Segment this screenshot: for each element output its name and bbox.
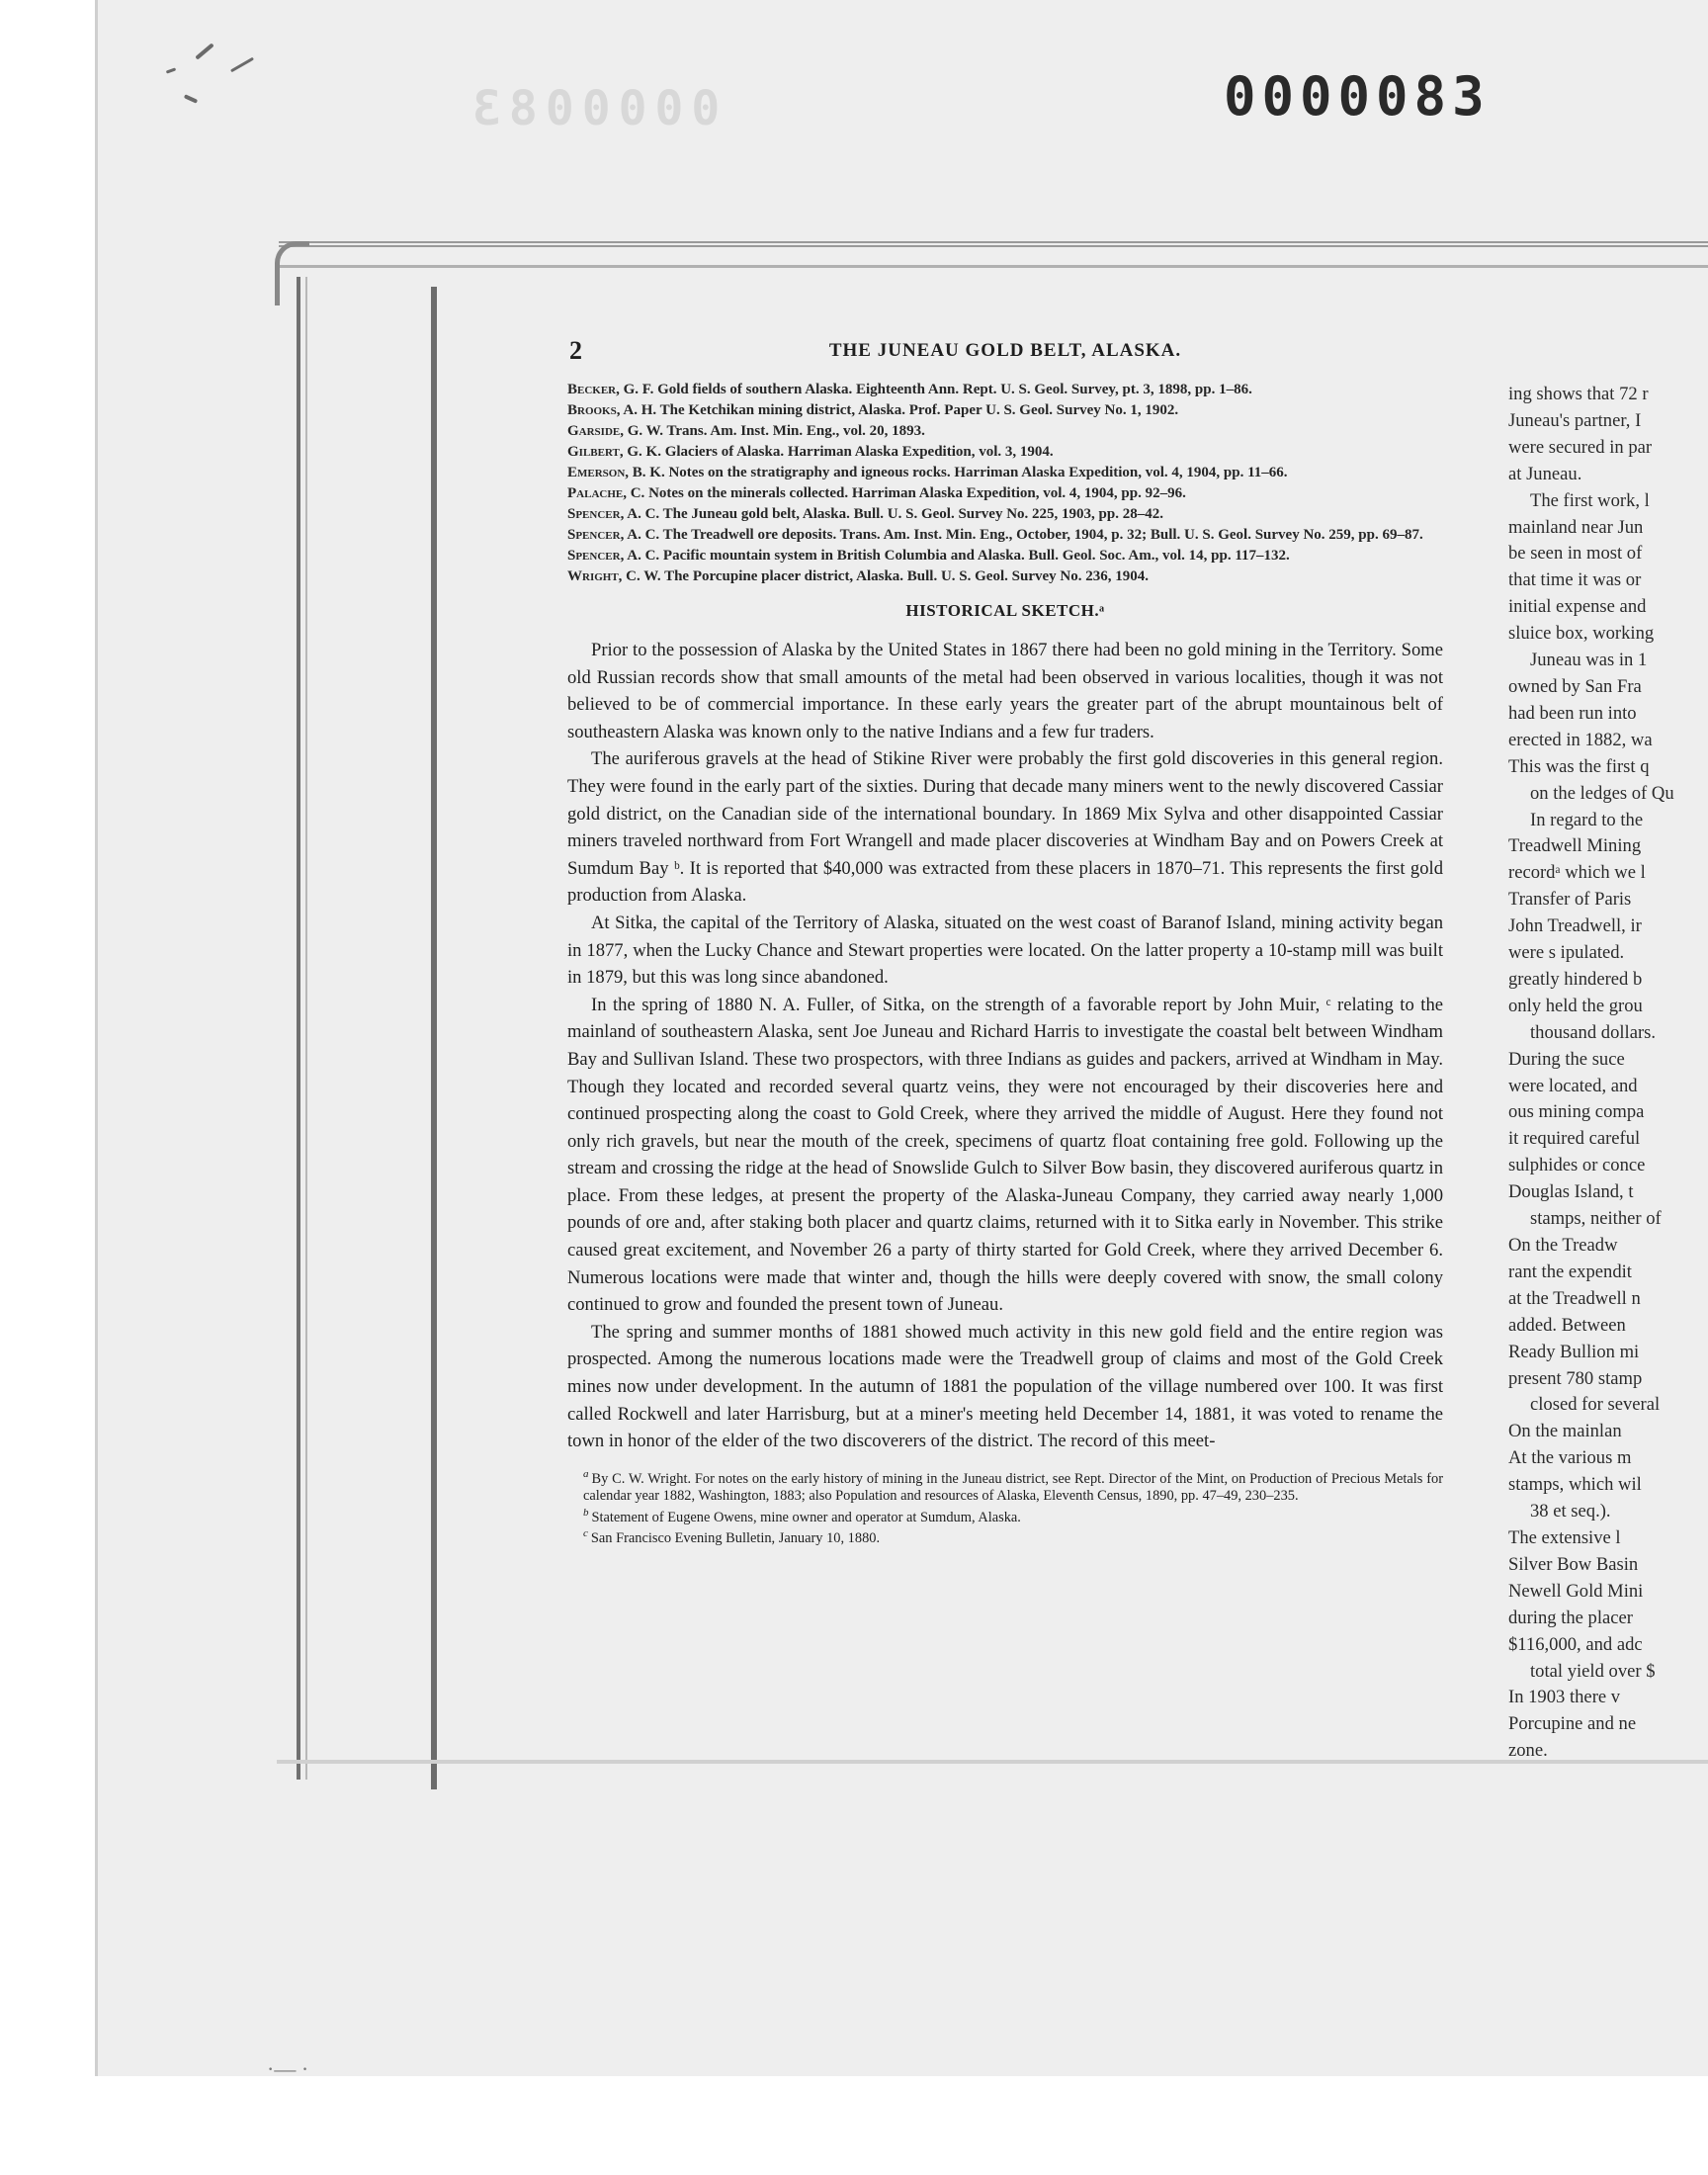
facing-page-line: sluice box, working <box>1508 623 1655 645</box>
facing-page-line: only held the grou <box>1508 995 1643 1016</box>
document-page <box>567 336 1443 1547</box>
facing-page-line: had been run into <box>1508 702 1637 724</box>
facing-page-line: during the placer <box>1508 1607 1633 1628</box>
page-frame-bottom <box>277 1760 1708 1764</box>
facing-page-line: erected in 1882, wa <box>1508 729 1653 750</box>
facing-page-line: At the various m <box>1508 1447 1632 1469</box>
facing-page-line: $116,000, and adc <box>1508 1633 1643 1655</box>
footnote-divider <box>567 1461 1443 1462</box>
facing-page-line: closed for several <box>1530 1394 1661 1416</box>
facing-page-line: In regard to the <box>1530 809 1644 830</box>
reference-entry <box>567 442 1443 463</box>
facing-page-line: sulphides or conce <box>1508 1155 1646 1176</box>
facing-page-line: stamps, which wil <box>1508 1474 1642 1496</box>
body-paragraph: The auriferous gravels at the head of Stikine River were probably the first gold discoveries in this general region. They were found in the early part of the sixties. During that decade many miners went to the newly discovered Cassiar gold district, on the Canadian side of the international boundary. In 1869 Mix Sylva and other disappointed Cassiar miners traveled northward from Fort Wrangell and made placer discoveries at Windham Bay and on Powers Creek at Sumdum Bay ᵇ. It is reported that $40,000 was extracted from these placers in 1870–71. This represents the first gold production from Alaska. <box>567 748 1443 907</box>
facing-page-line: greatly hindered b <box>1508 968 1643 990</box>
reference-entry <box>567 421 1443 442</box>
body-paragraph: Prior to the possession of Alaska by the United States in 1867 there had been no gold mining in the Territory. Some old Russian records show that small amounts of the metal had been observed in various localities, though it was not believed to be of commercial importance. In these early years the greater part of the abrupt mountainous belt of southeastern Alaska was known only to the native Indians and a few fur traders. <box>567 640 1443 742</box>
facing-page-line: at Juneau. <box>1508 463 1582 484</box>
corner-mark: ·— · <box>267 2056 309 2081</box>
reference-entry <box>567 504 1443 525</box>
facing-page-line: In 1903 there v <box>1508 1687 1621 1708</box>
facing-page-line: it required careful <box>1508 1128 1641 1150</box>
reference-author: Spencer, A. C. <box>567 506 660 522</box>
reference-entry <box>567 566 1443 587</box>
facing-page-line: ing shows that 72 r <box>1508 384 1649 404</box>
sheet-left-edge <box>95 0 98 2076</box>
footnote-mark: b <box>583 1506 589 1519</box>
facing-page-line: present 780 stamp <box>1508 1367 1643 1389</box>
footnote-text: San Francisco Evening Bulletin, January 10, 1880. <box>590 1530 881 1547</box>
facing-page-line: The first work, l <box>1530 489 1650 511</box>
facing-page-line: ous mining compa <box>1508 1101 1645 1123</box>
facing-page-line: John Treadwell, ir <box>1508 915 1642 937</box>
facing-page-line: The extensive l <box>1508 1526 1621 1548</box>
reference-entry <box>567 525 1443 546</box>
binding-edge <box>431 287 437 1789</box>
footnote <box>567 1466 1443 1505</box>
facing-page-line: initial expense and <box>1508 596 1647 618</box>
facing-page-line: were s ipulated. <box>1508 942 1625 964</box>
facing-page-line: owned by San Fra <box>1508 675 1642 697</box>
footnote-mark: a <box>583 1467 589 1480</box>
facing-page-line: zone. <box>1508 1740 1548 1762</box>
facing-page-line: recordᵃ which we l <box>1508 862 1646 884</box>
reference-text: Trans. Am. Inst. Min. Eng., vol. 20, 1893. <box>663 423 925 439</box>
reference-entry <box>567 400 1443 421</box>
facing-page-line: stamps, neither of <box>1530 1208 1662 1230</box>
reference-text: The Porcupine placer district, Alaska. Bull. U. S. Geol. Survey No. 236, 1904. <box>660 568 1149 584</box>
reference-author: Palache, C. <box>567 485 645 501</box>
facing-page-line: mainland near Jun <box>1508 516 1644 538</box>
facing-page-line: Treadwell Mining <box>1508 835 1642 857</box>
reference-author: Wright, C. W. <box>567 568 661 584</box>
body-text <box>567 637 1443 1455</box>
facing-page-line: Juneau's partner, I <box>1508 409 1642 431</box>
facing-page-line: Transfer of Paris <box>1508 889 1632 911</box>
facing-page-line: rant the expendit <box>1508 1261 1632 1282</box>
facing-page-line: on the ledges of Qu <box>1530 782 1674 804</box>
footnote <box>567 1525 1443 1547</box>
page-title: THE JUNEAU GOLD BELT, ALASKA. <box>828 340 1182 361</box>
reference-author: Gilbert, G. K. <box>567 444 661 460</box>
body-paragraph: The spring and summer months of 1881 showed much activity in this new gold field and the entire region was prospected. Among the numerous locations made were the Treadwell group of claims and most of the Gold Creek mines now under development. In the autumn of 1881 the population of the village numbered over 100. It was first called Rockwell and later Harrisburg, but at a miner's meeting held December 14, 1881, it was voted to rename the town in honor of the elder of the two discoverers of the district. The record of this meet- <box>567 1321 1443 1452</box>
facing-page-line: be seen in most of <box>1508 543 1643 565</box>
facing-page-line: at the Treadwell n <box>1508 1287 1641 1309</box>
facing-page-line: were secured in par <box>1508 436 1653 458</box>
reference-text: Pacific mountain system in British Columbia and Alaska. Bull. Geol. Soc. Am., vol. 14, pp. 117–132. <box>659 548 1290 564</box>
reference-entry <box>567 483 1443 504</box>
footnotes <box>567 1466 1443 1547</box>
facing-page-line: This was the first q <box>1508 755 1650 777</box>
facing-page-line: Ready Bullion mi <box>1508 1341 1640 1362</box>
reference-list <box>567 380 1443 587</box>
facing-page-line: thousand dollars. <box>1530 1021 1657 1043</box>
footnote <box>567 1505 1443 1526</box>
facing-page-column <box>1508 382 1708 1765</box>
body-paragraph: In the spring of 1880 N. A. Fuller, of Sitka, on the strength of a favorable report by John Muir, ᶜ relating to the mainland of southeastern Alaska, sent Joe Juneau and Richard Harris to investigate the coastal belt between Windham Bay and Sullivan Island. These two prospectors, with three Indians as guides and packers, arrived at Windham in May. Though they located and recorded several quartz veins, they were not encouraged by their discoveries here and continued prospecting along the coast to Gold Creek, where they arrived the middle of August. Here they found not only rich gravels, but near the mouth of the creek, specimens of quartz float containing free gold. Following up the stream and crossing the ridge at the head of Snowslide Gulch to Silver Bow basin, they discovered auriferous quartz in place. From these ledges, at present the property of the Alaska-Juneau Company, they carried away nearly 1,000 pounds of ore and, after staking both placer and quartz claims, returned with it to Sitka early in November. This strike caused great excitement, and November 26 a party of thirty started for Gold Creek, where they arrived December 6. Numerous locations were made that winter and, though the hills were deeply covered with snow, the small colony continued to grow and founded the present town of Juneau. <box>567 994 1443 1316</box>
reference-text: Notes on the stratigraphy and igneous rocks. Harriman Alaska Expedition, vol. 4, 1904, pp. 11–66. <box>664 465 1288 480</box>
footnote-mark: c <box>583 1527 588 1540</box>
reference-text: Glaciers of Alaska. Harriman Alaska Expedition, vol. 3, 1904. <box>660 444 1054 460</box>
document-stamp-number: 0000083 <box>1224 65 1491 128</box>
facing-page-line: added. Between <box>1508 1314 1626 1336</box>
facing-page-line: On the Treadw <box>1508 1235 1618 1256</box>
page-frame-left <box>297 277 307 1780</box>
section-heading: HISTORICAL SKETCH.ᵃ <box>905 601 1105 620</box>
facing-page-line: Porcupine and ne <box>1508 1713 1637 1735</box>
running-head <box>567 336 1443 380</box>
bleed-through-stamp: 0000083 <box>465 81 721 136</box>
reference-text: The Treadwell ore deposits. Trans. Am. Inst. Min. Eng., October, 1904, p. 32; Bull. U. S. Geol. Survey No. 259, pp. 69–87. <box>659 527 1423 543</box>
reference-text: Gold fields of southern Alaska. Eighteenth Ann. Rept. U. S. Geol. Survey, pt. 3, 1898, pp. 1–86. <box>653 382 1252 397</box>
footnote-text: Statement of Eugene Owens, mine owner and operator at Sumdum, Alaska. <box>591 1509 1021 1525</box>
facing-page-line: Douglas Island, t <box>1508 1181 1634 1203</box>
reference-author: Garside, G. W. <box>567 423 664 439</box>
reference-author: Spencer, A. C. <box>567 548 660 564</box>
facing-page-line: Juneau was in 1 <box>1530 650 1648 671</box>
reference-text: The Ketchikan mining district, Alaska. Prof. Paper U. S. Geol. Survey No. 1, 1902. <box>656 402 1179 418</box>
page-frame-top <box>279 241 1708 268</box>
facing-page-line: total yield over $ <box>1530 1660 1656 1682</box>
facing-page-line: that time it was or <box>1508 569 1642 591</box>
reference-author: Brooks, A. H. <box>567 402 657 418</box>
footnote-text: By C. W. Wright. For notes on the early history of mining in the Juneau district, see Rept. Director of the Mint, on Production of Precious Metals for calendar year 1882, Washington, 1883; also Population and resources of Alaska, Eleventh Census, 1890, pp. 47–49, 230–235. <box>583 1470 1443 1504</box>
facing-page-line: Silver Bow Basin <box>1508 1553 1639 1575</box>
facing-page-line: On the mainlan <box>1508 1421 1622 1442</box>
facing-page-line: Newell Gold Mini <box>1508 1580 1644 1602</box>
reference-author: Spencer, A. C. <box>567 527 660 543</box>
facing-page-line: were located, and <box>1508 1075 1638 1096</box>
facing-page-line: 38 et seq.). <box>1530 1501 1611 1522</box>
reference-entry <box>567 463 1443 483</box>
page-number: 2 <box>569 336 582 365</box>
reference-text: The Juneau gold belt, Alaska. Bull. U. S. Geol. Survey No. 225, 1903, pp. 28–42. <box>659 506 1163 522</box>
reference-entry <box>567 546 1443 566</box>
facing-page-line: During the suce <box>1508 1048 1625 1070</box>
reference-entry <box>567 380 1443 400</box>
body-paragraph: At Sitka, the capital of the Territory of Alaska, situated on the west coast of Baranof Island, mining activity began in 1877, when the Lucky Chance and Stewart properties were located. On the latter property a 10-stamp mill was built in 1879, but this was long since abandoned. <box>567 912 1443 989</box>
reference-author: Emerson, B. K. <box>567 465 665 480</box>
reference-author: Becker, G. F. <box>567 382 654 397</box>
reference-text: Notes on the minerals collected. Harriman Alaska Expedition, vol. 4, 1904, pp. 92–96. <box>644 485 1186 501</box>
